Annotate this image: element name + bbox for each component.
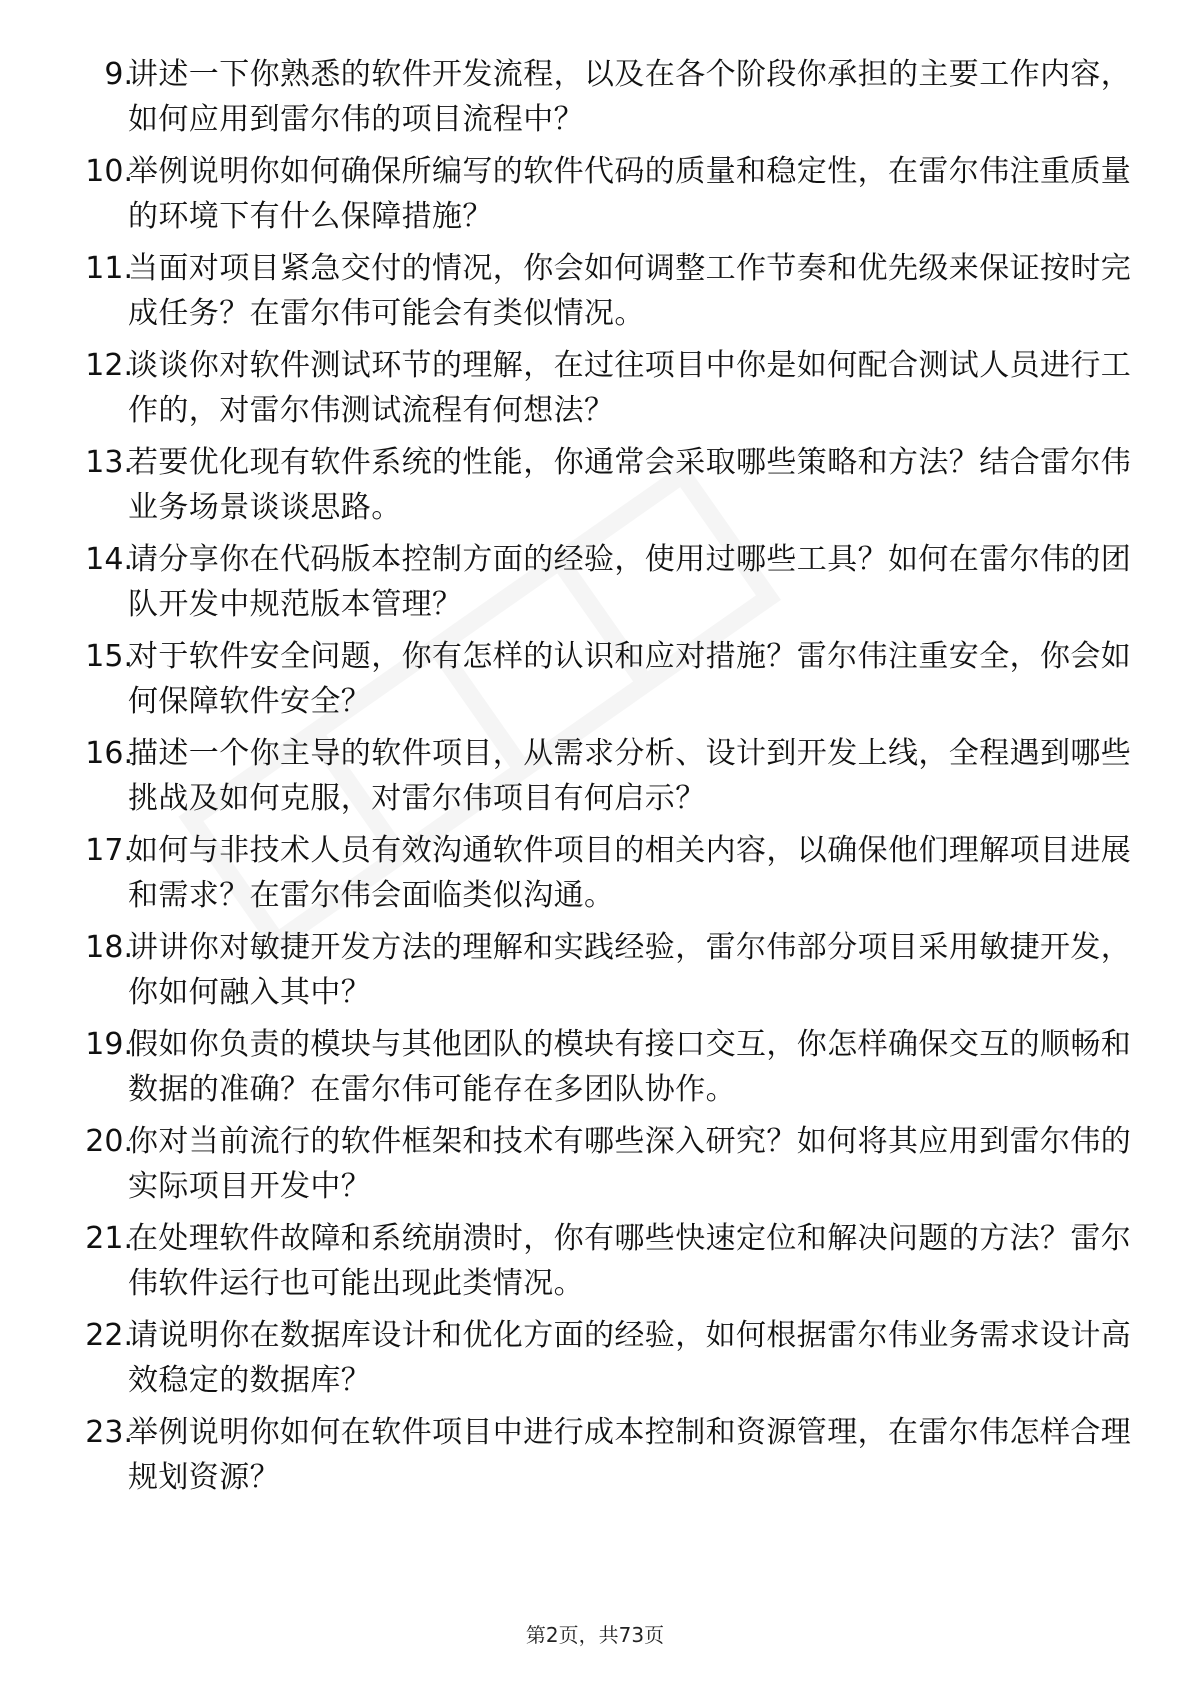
question-item (0, 1410, 1190, 1507)
question-text: 对于软件安全问题，你有怎样的认识和应对措施？雷尔伟注重安全，你会如何保障软件安全？ (128, 639, 1132, 719)
question-item (0, 1216, 1190, 1313)
question-text: 举例说明你如何在软件项目中进行成本控制和资源管理，在雷尔伟怎样合理规划资源？ (128, 1415, 1132, 1495)
question-text: 讲讲你对敏捷开发方法的理解和实践经验，雷尔伟部分项目采用敏捷开发，你如何融入其中？ (128, 930, 1132, 1010)
question-text: 若要优化现有软件系统的性能，你通常会采取哪些策略和方法？结合雷尔伟业务场景谈谈思路。 (128, 445, 1132, 525)
question-number: 19. (85, 1027, 133, 1062)
question-list (0, 52, 1190, 1507)
question-item (0, 343, 1190, 440)
question-number: 17. (85, 833, 133, 868)
page-number-label: 第2页，共73页 (525, 1623, 665, 1647)
question-text: 描述一个你主导的软件项目，从需求分析、设计到开发上线，全程遇到哪些挑战及如何克服，对雷尔伟项目有何启示？ (128, 736, 1132, 816)
question-number: 11. (85, 251, 133, 286)
question-number: 16. (85, 736, 133, 771)
page-footer (0, 1620, 1190, 1650)
question-number: 15. (85, 639, 133, 674)
question-text: 请分享你在代码版本控制方面的经验，使用过哪些工具？如何在雷尔伟的团队开发中规范版本管理？ (128, 542, 1132, 622)
question-item (0, 537, 1190, 634)
question-text: 谈谈你对软件测试环节的理解，在过往项目中你是如何配合测试人员进行工作的，对雷尔伟测试流程有何想法？ (128, 348, 1132, 428)
question-item (0, 1119, 1190, 1216)
question-text: 请说明你在数据库设计和优化方面的经验，如何根据雷尔伟业务需求设计高效稳定的数据库？ (128, 1318, 1132, 1398)
question-number: 23. (85, 1415, 133, 1450)
question-number: 18. (85, 930, 133, 965)
question-item (0, 52, 1190, 149)
question-item (0, 1022, 1190, 1119)
question-number: 14. (85, 542, 133, 577)
question-number: 10. (85, 154, 133, 189)
question-number: 12. (85, 348, 133, 383)
question-text: 假如你负责的模块与其他团队的模块有接口交互，你怎样确保交互的顺畅和数据的准确？在雷尔伟可能存在多团队协作。 (128, 1027, 1132, 1107)
question-text: 讲述一下你熟悉的软件开发流程，以及在各个阶段你承担的主要工作内容，如何应用到雷尔伟的项目流程中？ (128, 57, 1132, 137)
question-number: 20. (85, 1124, 133, 1159)
question-number: 21. (85, 1221, 133, 1256)
question-item (0, 634, 1190, 731)
question-item (0, 925, 1190, 1022)
question-item (0, 828, 1190, 925)
question-item (0, 440, 1190, 537)
question-item (0, 246, 1190, 343)
question-text: 当面对项目紧急交付的情况，你会如何调整工作节奏和优先级来保证按时完成任务？在雷尔伟可能会有类似情况。 (128, 251, 1132, 331)
question-number: 13. (85, 445, 133, 480)
question-item (0, 731, 1190, 828)
question-text: 在处理软件故障和系统崩溃时，你有哪些快速定位和解决问题的方法？雷尔伟软件运行也可能出现此类情况。 (128, 1221, 1132, 1301)
question-item (0, 149, 1190, 246)
question-text: 如何与非技术人员有效沟通软件项目的相关内容，以确保他们理解项目进展和需求？在雷尔伟会面临类似沟通。 (128, 833, 1132, 913)
question-number: 9. (104, 57, 133, 92)
question-item (0, 1313, 1190, 1410)
question-text: 举例说明你如何确保所编写的软件代码的质量和稳定性，在雷尔伟注重质量的环境下有什么保障措施？ (128, 154, 1132, 234)
question-text: 你对当前流行的软件框架和技术有哪些深入研究？如何将其应用到雷尔伟的实际项目开发中？ (128, 1124, 1132, 1204)
question-number: 22. (85, 1318, 133, 1353)
